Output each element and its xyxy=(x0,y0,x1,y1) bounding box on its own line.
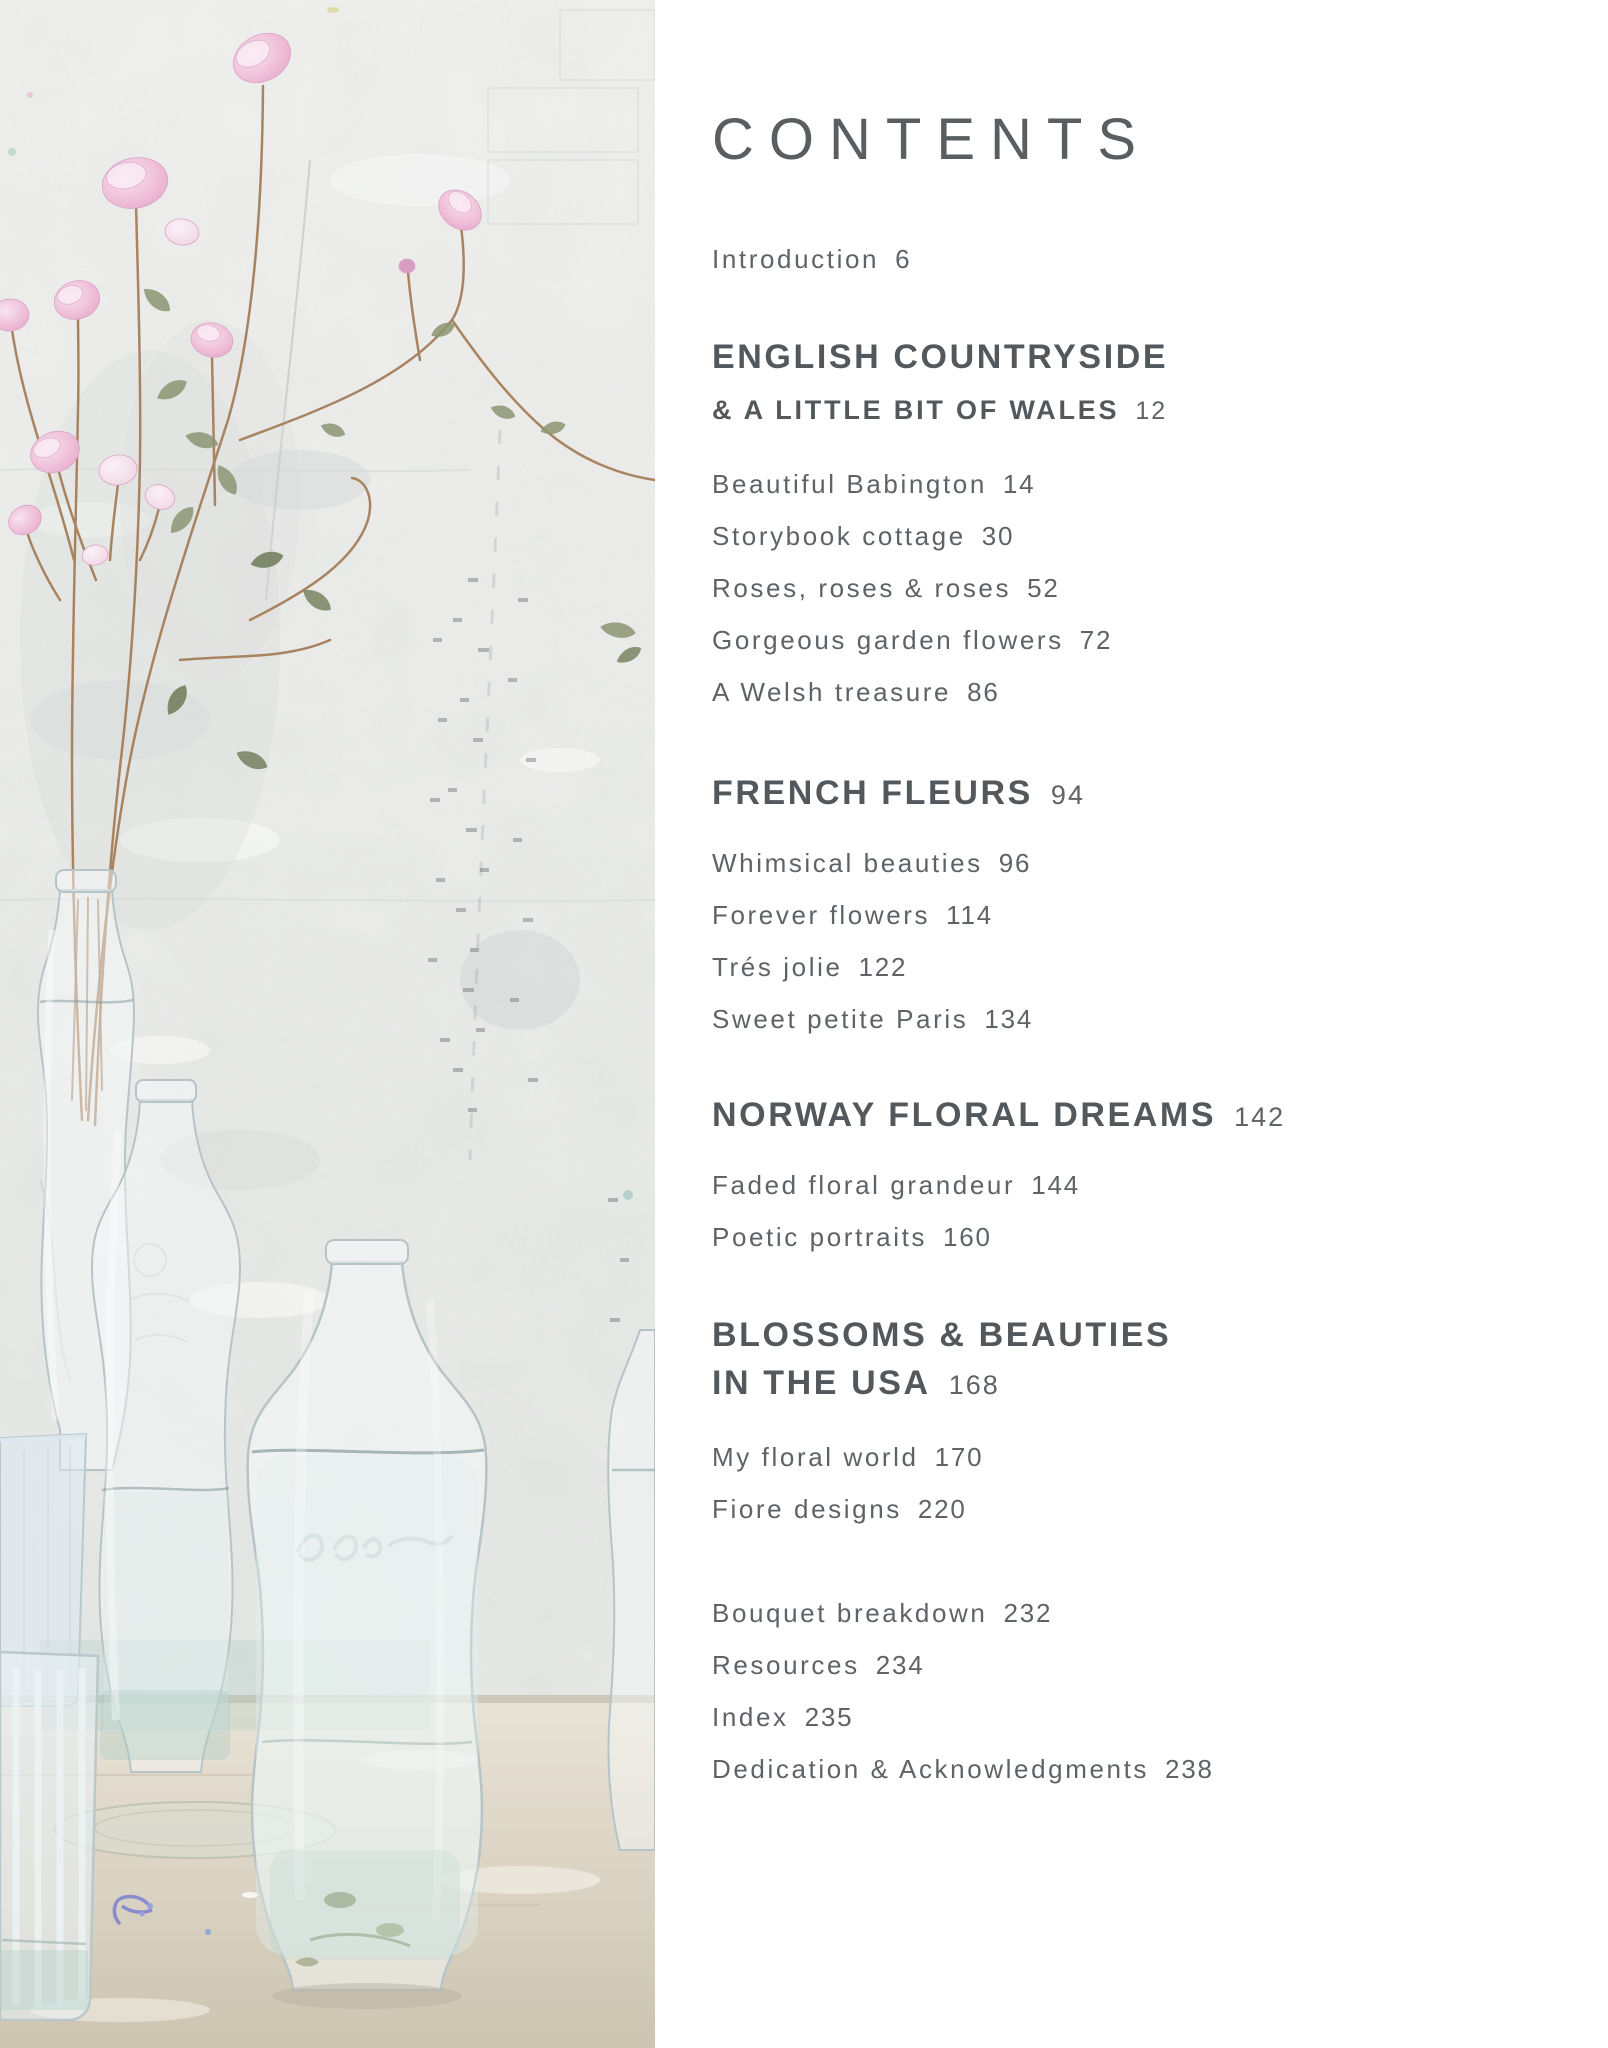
toc-entry xyxy=(712,993,1085,1045)
section-heading-text: ENGLISH COUNTRYSIDE xyxy=(712,338,1169,376)
end-matter-entries xyxy=(712,1587,1214,1795)
section-heading-text: IN THE USA xyxy=(712,1364,931,1402)
toc-section-norway-floral-dreams xyxy=(712,1095,1285,1263)
toc-entry xyxy=(712,1743,1214,1795)
entry-label: Introduction xyxy=(712,244,880,274)
section-heading xyxy=(712,1315,1171,1355)
entry-page-number: 220 xyxy=(917,1494,967,1524)
toc-entry xyxy=(712,1431,1171,1483)
toc-entry xyxy=(712,1691,1214,1743)
toc-entry xyxy=(712,889,1085,941)
section-heading xyxy=(712,1095,1285,1137)
entry-label: Beautiful Babington xyxy=(712,469,987,499)
toc-section-french-fleurs xyxy=(712,773,1085,1045)
entry-page-number: 160 xyxy=(943,1222,992,1252)
section-heading-text: NORWAY FLORAL DREAMS xyxy=(712,1096,1217,1134)
toc-section-blossoms-and-beauties xyxy=(712,1315,1171,1535)
entry-label: Whimsical beauties xyxy=(712,848,983,878)
toc-entry xyxy=(712,1639,1214,1691)
section-subheading xyxy=(712,393,1168,428)
toc-entry xyxy=(712,614,1168,666)
toc-entry xyxy=(712,1159,1285,1211)
entry-page-number: 134 xyxy=(984,1004,1034,1034)
section-heading xyxy=(712,773,1085,815)
section-heading-text: BLOSSOMS & BEAUTIES xyxy=(712,1316,1172,1354)
contents-photo xyxy=(0,0,655,2048)
entry-label: Forever flowers xyxy=(712,900,931,930)
entry-label: My floral world xyxy=(712,1442,919,1472)
entry-label: Index xyxy=(712,1702,789,1732)
section-entries xyxy=(712,837,1085,1045)
entry-page-number: 30 xyxy=(981,521,1015,551)
section-page-number: 142 xyxy=(1234,1102,1286,1132)
entry-page-number: 235 xyxy=(804,1702,854,1732)
section-heading xyxy=(712,337,1168,377)
section-page-number: 168 xyxy=(948,1370,1000,1400)
page-title: CONTENTS xyxy=(712,107,1151,172)
section-subheading-text: & A LITTLE BIT OF WALES xyxy=(712,395,1120,425)
toc-entry xyxy=(712,1587,1214,1639)
entry-label: Sweet petite Paris xyxy=(712,1004,969,1034)
entry-page-number: 122 xyxy=(858,952,908,982)
entry-label: Fiore designs xyxy=(712,1494,902,1524)
toc-entry xyxy=(712,562,1168,614)
toc-end-matter xyxy=(712,1587,1214,1795)
entry-page-number: 86 xyxy=(967,677,1000,707)
toc-entry xyxy=(712,837,1085,889)
entry-label: Bouquet breakdown xyxy=(712,1598,988,1628)
entry-label: Resources xyxy=(712,1650,860,1680)
entry-page-number: 144 xyxy=(1031,1170,1080,1200)
toc-entry xyxy=(712,458,1168,510)
entry-page-number: 234 xyxy=(875,1650,925,1680)
entry-label: Roses, roses & roses xyxy=(712,573,1012,603)
section-entries xyxy=(712,458,1168,718)
entry-label: Dedication & Acknowledgments xyxy=(712,1754,1150,1784)
entry-label: Faded floral grandeur xyxy=(712,1170,1016,1200)
toc-entry xyxy=(712,941,1085,993)
entry-page-number: 6 xyxy=(895,244,912,274)
toc-intro xyxy=(712,242,911,276)
toc-entry xyxy=(712,242,911,276)
entry-label: Poetic portraits xyxy=(712,1222,928,1252)
toc-entry xyxy=(712,1211,1285,1263)
entry-label: Storybook cottage xyxy=(712,521,966,551)
entry-page-number: 52 xyxy=(1027,573,1060,603)
section-heading-text: FRENCH FLEURS xyxy=(712,774,1033,812)
entry-label: Gorgeous garden flowers xyxy=(712,625,1064,655)
entry-page-number: 170 xyxy=(934,1442,984,1472)
section-page-number: 94 xyxy=(1050,780,1085,810)
entry-page-number: 238 xyxy=(1165,1754,1214,1784)
entry-page-number: 14 xyxy=(1002,469,1036,499)
toc-entry xyxy=(712,1483,1171,1535)
section-entries xyxy=(712,1159,1285,1263)
entry-page-number: 96 xyxy=(998,848,1032,878)
toc-entry xyxy=(712,666,1168,718)
section-entries xyxy=(712,1431,1171,1535)
entry-label: Trés jolie xyxy=(712,952,843,982)
entry-label: A Welsh treasure xyxy=(712,677,952,707)
section-page-number: 12 xyxy=(1135,397,1168,425)
toc-entry xyxy=(712,510,1168,562)
toc-section-english-countryside xyxy=(712,337,1168,718)
entry-page-number: 72 xyxy=(1079,625,1113,655)
section-heading-line2 xyxy=(712,1363,1171,1405)
entry-page-number: 114 xyxy=(946,900,994,930)
entry-page-number: 232 xyxy=(1003,1598,1053,1628)
